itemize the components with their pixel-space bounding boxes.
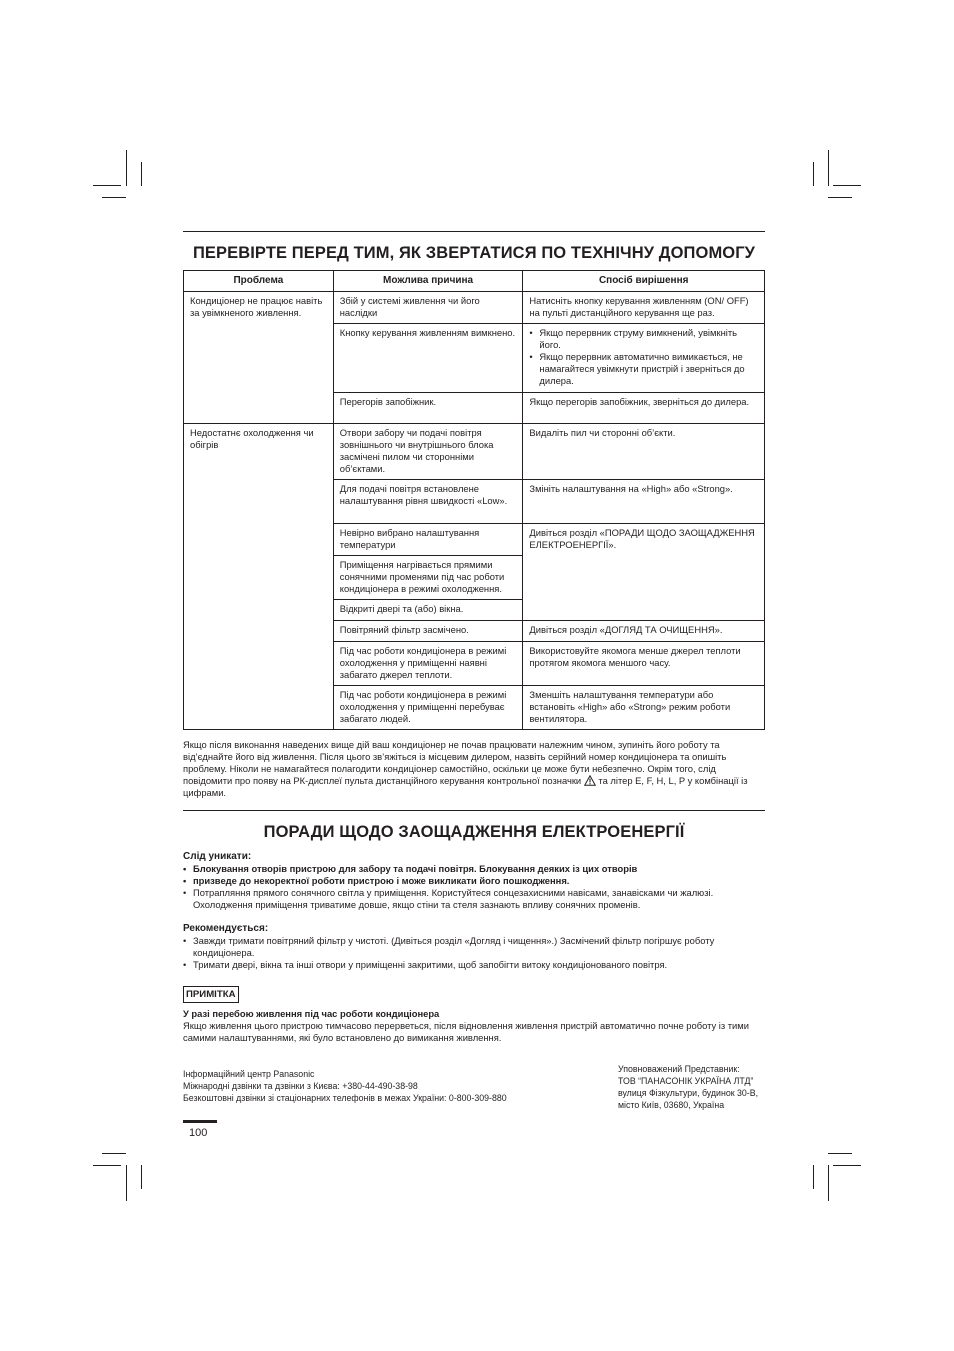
cause-cell: Під час роботи кондиціонера в режимі охолодження у приміщенні наявні забагато джерел теплоти.: [333, 642, 523, 686]
footer-line: ТОВ “ПАНАСОНІК УКРАЇНА ЛТД”: [618, 1076, 754, 1086]
recommend-heading: Рекомендується:: [183, 923, 269, 934]
header-solution: Спосіб вирішення: [523, 271, 765, 292]
avoid-bullet: • призведе до некоректної роботи пристрою і може викликати його пошкодження.: [183, 875, 765, 887]
crop-mark: [813, 1165, 814, 1189]
crop-mark: [126, 1165, 127, 1201]
section-rule: [183, 231, 765, 232]
crop-mark: [828, 1165, 829, 1201]
solution-cell: Видаліть пил чи сторонні об’єкти.: [523, 424, 765, 480]
footer-line: Безкоштовні дзвінки зі стаціонарних телефонів в межах України: 0-800-309-880: [183, 1093, 507, 1103]
solution-cell: Натисніть кнопку керування живленням (ON/ OFF) на пульті дистанційного керування ще раз.: [523, 292, 765, 324]
note-heading: У разі перебою живлення під час роботи кондиціонера: [183, 1008, 440, 1019]
recommend-bullet: • Тримати двері, вікна та інші отвори у приміщенні закритими, щоб запобігти витоку кондиціонованого повітря.: [183, 959, 765, 971]
avoid-bullet: • Потрапляння прямого сонячного світла у приміщення. Користуйтеся сонцезахисними навісами, занавісками чи жалюзі. Охолодження приміщення триватиме довше, якщо стіни та стеля зазнають впливу сонячних променів.: [183, 887, 765, 911]
solution-cell: Зменшіть налаштування температури або встановіть «High» або «Strong» режим роботи вентилятора.: [523, 686, 765, 730]
footer-line: Міжнародні дзвінки та дзвінки з Києва: +380-44-490-38-98: [183, 1081, 418, 1091]
header-problem: Проблема: [184, 271, 334, 292]
after-text-part2: та літер E, F, H, L, P у комбінації із цифрами.: [183, 775, 748, 798]
note-text: Якщо живлення цього пристрою тимчасово перерветься, після відновлення живлення пристрій автоматично почне роботу із тими самими налаштуваннями, які було встановлено до вимикання живлення.: [183, 1020, 749, 1043]
cause-cell: Отвори забору чи подачі повітря зовнішнього чи внутрішнього блока засмічені пилом чи сторонніми об’єктами.: [333, 424, 523, 480]
cause-cell: Перегорів запобіжник.: [333, 393, 523, 424]
footer-line: Інформаційний центр Panasonic: [183, 1069, 315, 1079]
footer-contacts: [183, 1068, 507, 1104]
crop-mark: [813, 162, 814, 186]
solution-cell: [523, 324, 765, 393]
after-table-paragraph: [183, 739, 765, 799]
problem-cell: Недостатнє охолодження чи обігрів: [184, 424, 334, 730]
after-text-part1: Якщо після виконання наведених вище дій ваш кондиціонер не почав працювати належним чином, зупиніть його роботу та від’єднайте його від живлення. Після цього зв’яжіться із місцевим дилером, назвіть серійний номер кондиціонера та опишіть проблему. Ніколи не намагайтеся полагодити кондиціонер самостійно, оскільки це може бути небезпечно. Окрім того, слід повідомити про появу на РК-дисплеї пульта дистанційного керування контрольної позначки: [183, 739, 727, 786]
solution-cell: Якщо перегорів запобіжник, зверніться до дилера.: [523, 393, 765, 424]
crop-mark: [833, 185, 861, 186]
warning-triangle-icon: [584, 775, 596, 786]
recommend-bullet: • Завжди тримати повітряний фільтр у чистоті. (Дивіться розділ «Догляд і чищення».) Засмічений фільтр погіршує роботу кондиціонера.: [183, 935, 765, 959]
cause-cell: Відкриті двері та (або) вікна.: [333, 600, 523, 621]
crop-mark: [828, 197, 852, 198]
crop-mark: [102, 197, 126, 198]
note-block: [183, 1008, 765, 1044]
cause-cell: Кнопку керування живленням вимкнено.: [333, 324, 523, 393]
crop-mark: [93, 185, 121, 186]
avoid-block: [183, 851, 765, 911]
solution-cell: Дивіться розділ «ПОРАДИ ЩОДО ЗАОЩАДЖЕННЯ ЕЛЕКТРОЕНЕРГІЇ».: [523, 524, 765, 621]
footer-line: місто Київ, 03680, Україна: [618, 1100, 725, 1110]
cause-cell: Повітряний фільтр засмічено.: [333, 621, 523, 642]
crop-mark: [141, 162, 142, 186]
problem-cell: Кондиціонер не працює навіть за увімкненого живлення.: [184, 292, 334, 424]
avoid-heading: Слід уникати:: [183, 851, 252, 862]
page-number: 100: [189, 1127, 208, 1139]
table-row: [184, 424, 765, 480]
recommend-block: [183, 923, 765, 971]
cause-cell: Приміщення нагрівається прямими сонячними променями під час роботи кондиціонера в режимі охолодження.: [333, 556, 523, 600]
crop-mark: [828, 150, 829, 186]
cause-cell: Невірно вибрано налаштування температури: [333, 524, 523, 556]
solution-cell: Змініть налаштування на «High» або «Strong».: [523, 480, 765, 524]
crop-mark: [141, 1165, 142, 1189]
cause-cell: Збій у системі живлення чи його наслідки: [333, 292, 523, 324]
footer-line: Уповноважений Представник:: [618, 1064, 740, 1074]
note-label: ПРИМІТКА: [183, 986, 239, 1003]
solution-cell: Дивіться розділ «ДОГЛЯД ТА ОЧИЩЕННЯ».: [523, 621, 765, 642]
crop-mark: [126, 150, 127, 186]
page-number-bar: [183, 1120, 217, 1123]
footer-representative: [618, 1063, 758, 1111]
cause-cell: Під час роботи кондиціонера в режимі охолодження у приміщенні перебуває забагато людей.: [333, 686, 523, 730]
footer-line: вулиця Фізкультури, будинок 30-В,: [618, 1088, 759, 1098]
table-header-row: [184, 271, 765, 292]
crop-mark: [93, 1165, 121, 1166]
troubleshoot-title: ПЕРЕВІРТЕ ПЕРЕД ТИМ, ЯК ЗВЕРТАТИСЯ ПО ТЕХНІЧНУ ДОПОМОГУ: [192, 244, 756, 262]
solution-bullet: • Якщо перервник автоматично вимикається, не намагайтеся увімкнути пристрій і зверніться до дилера.: [529, 351, 758, 387]
troubleshoot-table: [183, 270, 765, 730]
cause-cell: Для подачі повітря встановлене налаштування рівня швидкості «Low».: [333, 480, 523, 524]
solution-bullet: • Якщо перервник струму вимкнений, увімкніть його.: [529, 327, 758, 351]
section-rule: [183, 810, 765, 811]
energy-title: ПОРАДИ ЩОДО ЗАОЩАДЖЕННЯ ЕЛЕКТРОЕНЕРГІЇ: [263, 823, 685, 841]
header-cause: Можлива причина: [333, 271, 523, 292]
crop-mark: [828, 1153, 852, 1154]
solution-cell: Використовуйте якомога менше джерел теплоти протягом якомога меншого часу.: [523, 642, 765, 686]
avoid-bullet: • Блокування отворів пристрою для забору та подачі повітря. Блокування деяких із цих отворів: [183, 863, 765, 875]
table-row: [184, 292, 765, 324]
crop-mark: [833, 1165, 861, 1166]
crop-mark: [102, 1153, 126, 1154]
